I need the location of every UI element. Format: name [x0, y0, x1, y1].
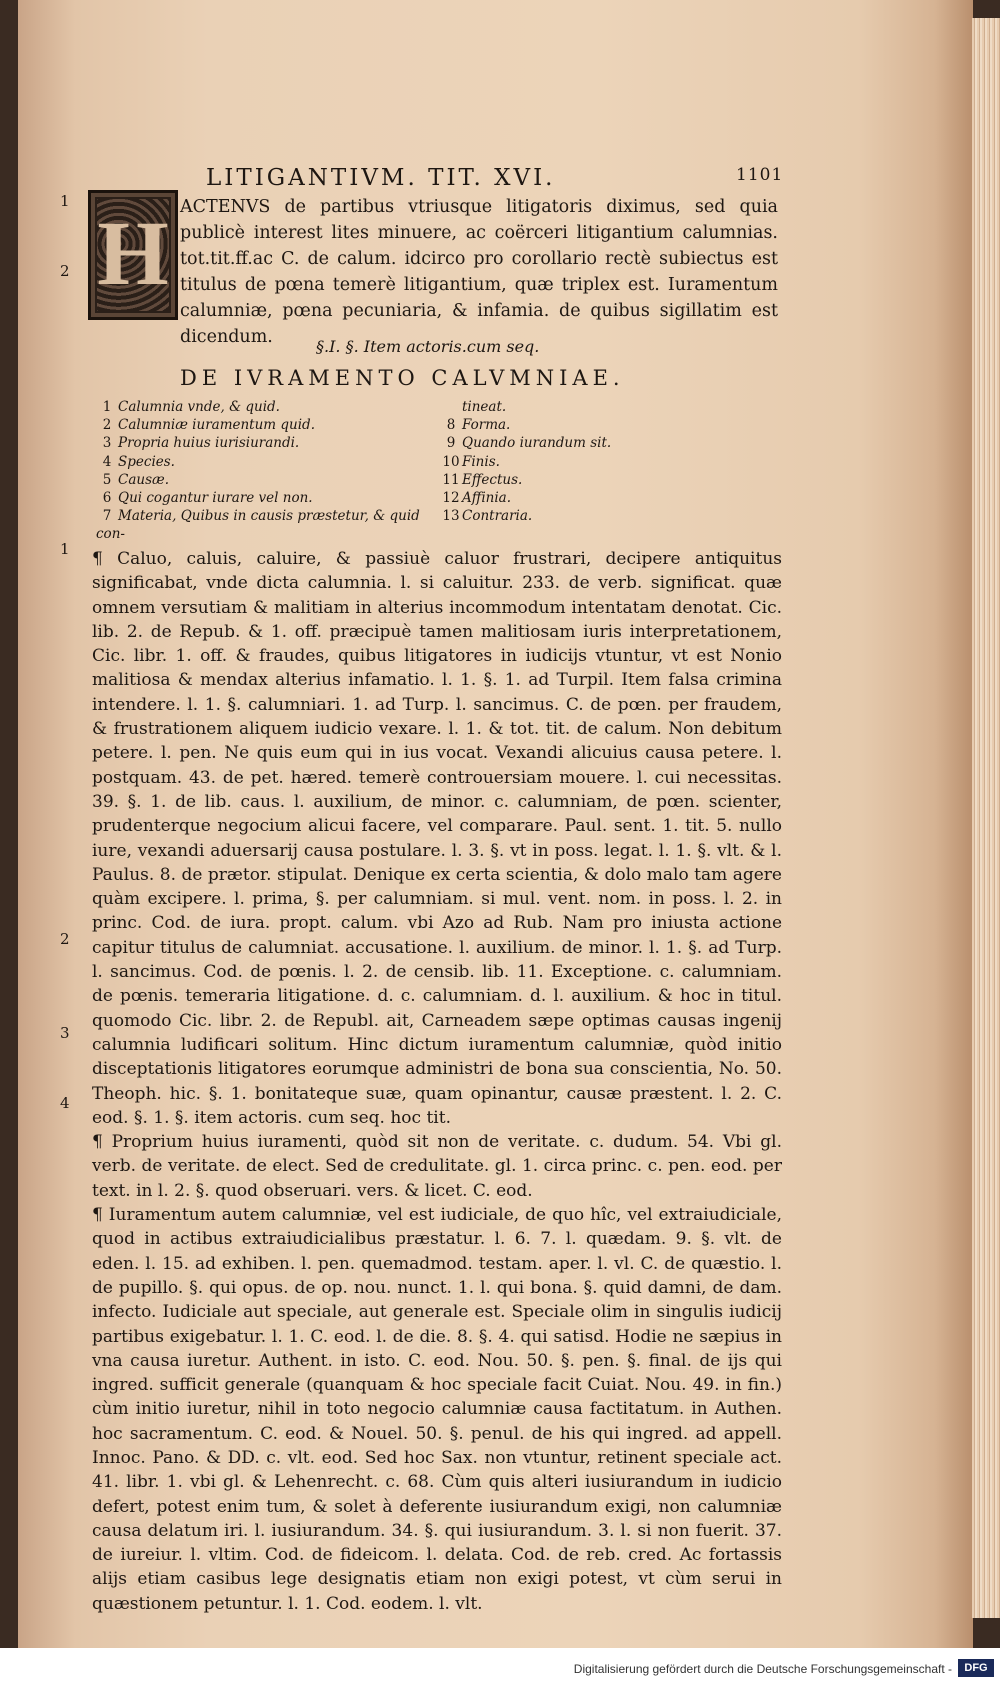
paragraph-3: ¶ Proprium huius iuramenti, quòd sit non de veritate. c. dudum. 54. Vbi gl. verb. de veritate. de elect. Sed de credulitate. gl. 1. circa princ. c. pen. eod. per text. in l. 2. §. quod obseruari. vers. & licet. C. eod. — [92, 1132, 782, 1201]
section-title: DE IVRAMENTO CALVMNIAE. — [180, 366, 625, 390]
page-number: 1101 — [736, 165, 784, 185]
index-entry: 2 Calumniæ iuramentum quid. — [102, 417, 315, 434]
index-entry: 6 Qui cogantur iurare vel non. — [102, 490, 313, 507]
section-reference: §.I. §. Item actoris.cum seq. — [316, 337, 540, 356]
index-entry: 12 Affinia. — [442, 490, 511, 507]
index-entry: 8 Forma. — [446, 417, 511, 434]
initial-letter: H — [97, 202, 169, 304]
index-column-left — [96, 398, 426, 544]
index-column-right — [440, 398, 640, 525]
margin-number: 2 — [60, 930, 70, 948]
margin-number: 1 — [60, 540, 70, 558]
main-text — [92, 547, 782, 1616]
index-entry: tineat. — [462, 399, 507, 415]
index-entry: 13 Contraria. — [442, 508, 533, 525]
page-edges — [972, 18, 1000, 1618]
dfg-logo: DFG — [958, 1659, 994, 1677]
intro-paragraph: ACTENVS de partibus vtriusque litigatoris diximus, sed quia publicè interest lites minuere, ac coërceri litigantium calumnias. tot.tit.ff.ac C. de calum. idcirco pro corollario rectè subiectus est titulus de pœna temerè litigantium, quæ triplex est. Iuramentum calumniæ, pœna pecuniaria, & infamia. de quibus sigillatim est dicendum. — [180, 197, 778, 347]
running-head: LITIGANTIVM. TIT. XVI. — [206, 165, 556, 191]
paragraph-4: ¶ Iuramentum autem calumniæ, vel est iudiciale, de quo hîc, vel extraiudiciale, quod in actibus extraiudicialibus præstatur. l. 6. 7. l. quædam. 9. §. vlt. de eden. l. 15. ad exhiben. l. pen. quemadmod. testam. aper. l. vl. C. de quæstio. l. de pupillo. §. qui opus. de op. nou. nunct. 1. l. qui bona. §. quid damni, de dam. infecto. Iudiciale aut speciale, aut generale est. Speciale olim in singulis iudicij partibus exigebatur. l. 1. C. eod. l. de die. 8. §. 4. qui satisd. Hodie ne sæpius in vna causa iuretur. Authent. in isto. C. eod. Nou. 50. §. pen. §. final. de ijs qui ingred. sufficit generale (quanquam & hoc speciale facit Cuiat. Nou. 49. in fin.) cùm initio iuretur, nihil in toto negocio calumniæ causa factitatum. in Authen. hoc sacramentum. C. eod. & Nouel. 50. §. penul. de his qui ingred. ad appell. Innoc. Pano. & DD. c. vlt. eod. Sed hoc Sax. non vtuntur, retinent speciale act. 41. libr. 1. vbi gl. & Lehenrecht. c. 68. Cùm quis alteri iusiurandum in iudicio defert, potest enim tum, & solet à deferente iusiurandum exigi, non calumniæ causa delatum iri. l. iusiurandum. 34. §. qui iusiurandum. 3. l. si non fuerit. 37. de iureiur. l. vltim. Cod. de fideicom. l. delata. Cod. de reb. cred. Ac fortassis alijs etiam casibus lege designatis etiam non exigi potest, vt cùm serui in quæstionem petuntur. l. 1. Cod. eodem. l. vlt. — [92, 1205, 782, 1614]
margin-number: 2 — [60, 262, 70, 280]
margin-number: 4 — [60, 1094, 70, 1112]
margin-number: 1 — [60, 192, 70, 210]
index-entry: 9 Quando iurandum sit. — [446, 435, 612, 452]
margin-number: 3 — [60, 1024, 70, 1042]
footer-bar — [0, 1656, 1000, 1685]
index-entry: 5 Causæ. — [102, 471, 169, 488]
decorated-initial — [88, 190, 178, 320]
footer-credit: Digitalisierung gefördert durch die Deutsche Forschungsgemeinschaft - — [573, 1662, 952, 1676]
index-entry: 10 Finis. — [442, 453, 500, 470]
book-page — [18, 0, 973, 1648]
index-entry: 3 Propria huius iurisiurandi. — [102, 435, 300, 452]
index-entry: 4 Species. — [102, 453, 175, 470]
index-entry: 7 Materia, Quibus in causis præstetur, & quid con- — [96, 508, 420, 543]
paragraph-1: ¶ Caluo, caluis, caluire, & passiuè caluor frustrari, decipere antiquitus significabat, vnde dicta calumnia. l. si caluitur. 233. de verb. significat. quæ omnem versutiam & malitiam in alterius incommodum intentatam denotat. Cic. lib. 2. de Repub. & 1. off. præcipuè tamen malitiosam iuris interpretationem, Cic. libr. 1. off. & fraudes, quibus litigatores in iudicijs vtuntur, vt est Nonio malitiosa & mendax alterius infamatio. l. 1. §. 1. ad Turpil. Item falsa crimina intendere. l. 1. §. calumniari. 1. ad Turp. l. sancimus. C. de pœn. per fraudem, & frustrationem aliquem iudicio vexare. l. 1. & tot. tit. de calum. Non debitum petere. l. pen. Ne quis eum qui in ius vocat. Vexandi alicuius causa petere. l. postquam. 43. de pet. hæred. temerè controuersiam mouere. l. cui necessitas. 39. §. 1. de lib. caus. l. auxilium, de minor. c. calumniam, de pœn. scienter, prudenterque negocium alicui facere, vel comparare. Paul. sent. 1. tit. 5. nullo iure, vexandi aduersarij causa postulare. l. 3. §. vt in poss. legat. l. 1. §. vlt. & l. Paulus. 8. de prætor. stipulat. Denique ex certa scientia, & dolo malo tam agere quàm excipere. l. prima, §. per calumniam. si mul. vent. nom. in poss. l. 2. in princ. Cod. de iura. propt. calum. vbi Azo ad Rub. Nam pro iniusta actione capitur titulus de calumniat. accusatione. l. auxilium. de minor. l. 1. §. ad Turp. l. sancimus. Cod. de pœnis. l. 2. de censib. lib. 11. Exceptione. c. calumniam. de pœnis. temeraria litigatione. d. c. calumniam. d. l. auxilium. & hoc in titul. quomodo Cic. libr. 2. de Republ. ait, Carneadem sæpe optimas causas ingenij calumnia ludificari solitum. Hinc dictum iuramentum calumniæ, quòd initio disceptationis litigatores eorumque administri de bona sua conscientia, No. 50. Theoph. hic. §. 1. bonitateque suæ, quam opinantur, causæ præstent. l. 2. C. eod. §. 1. §. item actoris. cum seq. hoc tit. — [92, 549, 782, 1128]
index-entry: 1 Calumnia vnde, & quid. — [102, 399, 280, 415]
index-entry: 11 Effectus. — [442, 471, 523, 488]
